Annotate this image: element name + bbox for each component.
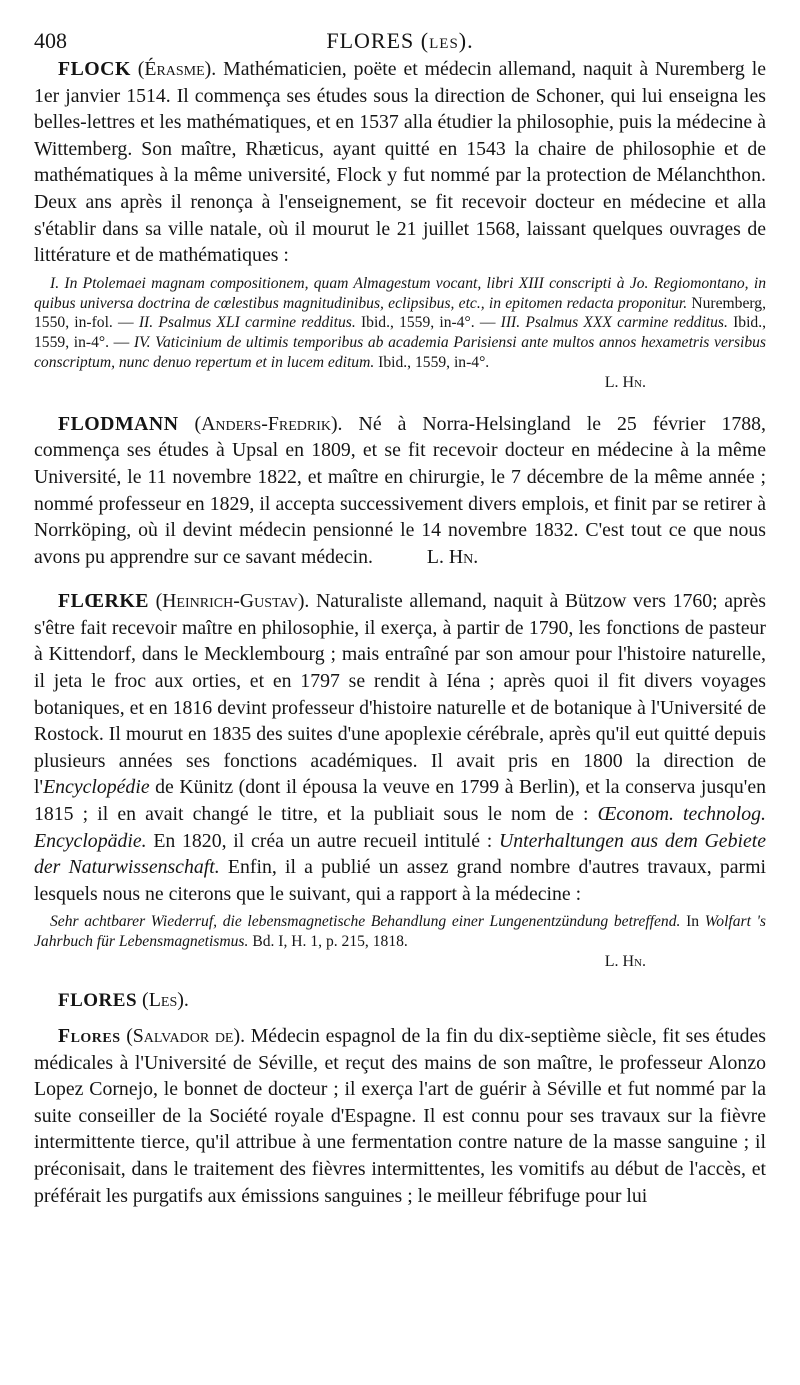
entry-flores-salvador-text: Médecin espagnol de la fin du dix-septième siècle, fit ses études médicales à l'Université de Séville, et reçut des mains de son maître, le professeur Alonzo Lopez Cornejo, le bonnet de docteur ; il exerça l'art de guérir à Séville et fut nommé par la suite conseiller de la Société royale d'Espagne. Il est connu pour ses travaux sur la fièvre intermittente tierce, qu'il attribue à une fermentation contre nature de la masse sanguine ; il préconisait, dans le traitement des fièvres intermittentes, les vomitifs au début de l'accès, et préférait les purgatifs aux émissions sanguines ; le meilleur fébrifuge pour lui	[34, 1025, 766, 1207]
entry-floerke-title-2: Œconom. technolog. Encyclopädie.	[34, 803, 766, 852]
entry-floerke-body	[34, 588, 766, 907]
running-title	[34, 28, 766, 54]
entry-flock-body	[34, 56, 766, 269]
flock-ref-1: I. In Ptolemaei magnam compositionem, quam Almagestum vocant, libri XIII conscripti à Jo. Regiomontano, in quibus universa doctrina de cœlestibus magnitudinibus, eclipsibus, etc., in epitomen redacta proponitur.	[34, 274, 766, 312]
running-title-sub: (les).	[420, 28, 474, 53]
entry-flodmann-headword: FLODMANN	[58, 412, 179, 435]
entry-flodmann-text: Né à Norra-Helsingland le 25 février 1788, commença ses études à Upsal en 1809, et se fit recevoir docteur en médecine à la même Université, le 11 novembre 1822, et maître en chirurgie, le 7 décembre de la même année ; nommé professeur en 1829, il accepta successivement divers emplois, et finit par se retirer à Norrköping, où il devint médecin pensionné le 14 novembre 1832. C'est tout ce que nous avons pu apprendre sur ce savant médecin.	[34, 412, 766, 568]
entry-floerke-headword: FLŒRKE	[58, 590, 149, 613]
entry-flodmann-signature: L. Hn.	[426, 545, 479, 568]
entry-flock-text: Mathématicien, poëte et médecin allemand, naquit à Nuremberg le 1er janvier 1514. Il commença ses études sous la direction de Schoner, qui lui enseigna les belles-lettres et les mathématiques, et en 1537 alla étudier la philosophie, puis la médecine à Wittemberg. Son maître, Rhæticus, ayant quitté en 1543 la chaire de philosophie et de mathématiques à la même université, Flock y fut nommé par la protection de Mélanchthon. Deux ans après il renonça à l'enseignement, se fit recevoir docteur en médecine et alla s'établir dans sa ville natale, où il mourut le 21 juillet 1568, laissant quelques ouvrages de littérature et de mathématiques :	[34, 58, 766, 267]
entry-flock-headword: FLOCK	[58, 58, 131, 80]
flock-ref-2: II. Psalmus XLI carmine redditus.	[138, 314, 356, 332]
page-header	[34, 18, 766, 56]
entry-flodmann-body	[34, 411, 766, 571]
entry-floerke-text-1: Naturaliste allemand, naquit à Bützow vers 1760; après s'être fait recevoir maître en philosophie, il exerça, à partir de 1790, les fonctions de pasteur à Kittendorf, dans le Mecklembourg ; mais entraîné par son amour pour l'histoire naturelle, il jeta le froc aux orties, et en 1797 se rendit à Iéna ; après quoi il fit divers voyages botaniques, et en 1816 devint professeur d'histoire naturelle et de botanique à l'Université de Rostock. Il mourut en 1835 des suites d'une apoplexie cérébrale, après qu'il eut quitté depuis plusieurs années ses fonctions académiques. Il avait pris en 1800 la direction de l'	[34, 590, 767, 799]
entry-floerke-title-3: Unterhaltungen aus dem Gebiete der Naturwissenschaft.	[34, 829, 767, 879]
entry-flock	[34, 56, 766, 393]
section-flores-name: (Les).	[142, 989, 189, 1012]
flock-ref-3-pub: Ibid., 1559, in-4°. —	[34, 314, 767, 352]
flock-ref-4: IV. Vaticinium de ultimis temporibus ab academia Parisiensi ante multos annos hexametris versibus conscriptum, nunc denuo repertum et in lucem editum.	[34, 334, 767, 371]
section-flores-headword: FLORES	[58, 990, 138, 1012]
floerke-ref-volume: Bd. I, H. 1, p. 215, 1818.	[252, 933, 408, 951]
entry-separator	[34, 570, 766, 588]
flock-ref-3: III. Psalmus XXX carmine redditus.	[500, 314, 728, 332]
floerke-ref-journal: Wolfart 's Jahrbuch für Lebensmagnetismus.	[34, 913, 766, 951]
entry-floerke-text-4: Enfin, il a publié un assez grand nombre d'autres travaux, parmi lesquels nous ne citerons que le suivant, qui a rapport à la médecine :	[34, 856, 766, 905]
entry-flodmann	[34, 411, 766, 571]
entry-floerke-title-1: Encyclopédie	[43, 776, 150, 799]
entry-floerke	[34, 588, 766, 972]
entry-flock-name: (Érasme).	[137, 58, 217, 80]
running-title-main: FLORES	[326, 28, 415, 53]
entry-flodmann-name: (Anders-Fredrik).	[194, 412, 343, 435]
entry-flock-references	[34, 274, 766, 373]
section-flores-heading	[58, 986, 766, 1015]
entry-flores-salvador-body	[34, 1023, 766, 1209]
floerke-ref-title: Sehr achtbarer Wiederruf, die lebensmagnetische Behandlung einer Lungenentzündung betreffend.	[50, 913, 681, 931]
entry-floerke-name: (Heinrich-Gustav).	[155, 590, 310, 613]
entry-flores-salvador-name: (Salvador de).	[126, 1025, 246, 1048]
entry-floerke-signature: L. Hn.	[604, 953, 646, 971]
page-number: 408	[34, 28, 67, 53]
flock-ref-1-pub: Nuremberg, 1550, in-fol. —	[34, 294, 766, 332]
flock-ref-4-pub: Ibid., 1559, in-4°.	[378, 353, 490, 371]
entry-separator	[34, 393, 766, 411]
entry-flores-salvador-headword: Flores	[58, 1025, 121, 1048]
entry-floerke-text-2: de Künitz (dont il épousa la veuve en 1799 à Berlin), et la conserva jusqu'en 1815 ; il en avait changé le titre, et la publiait sous le nom de :	[34, 776, 766, 826]
entry-floerke-references	[34, 912, 766, 952]
entry-flock-signature: L. Hn.	[604, 373, 646, 391]
floerke-ref-in: In	[686, 913, 705, 931]
entry-floerke-text-3: En 1820, il créa un autre recueil intitulé :	[146, 829, 499, 852]
entry-flores-salvador	[34, 1023, 766, 1209]
flock-ref-2-pub: Ibid., 1559, in-4°. —	[360, 314, 496, 332]
